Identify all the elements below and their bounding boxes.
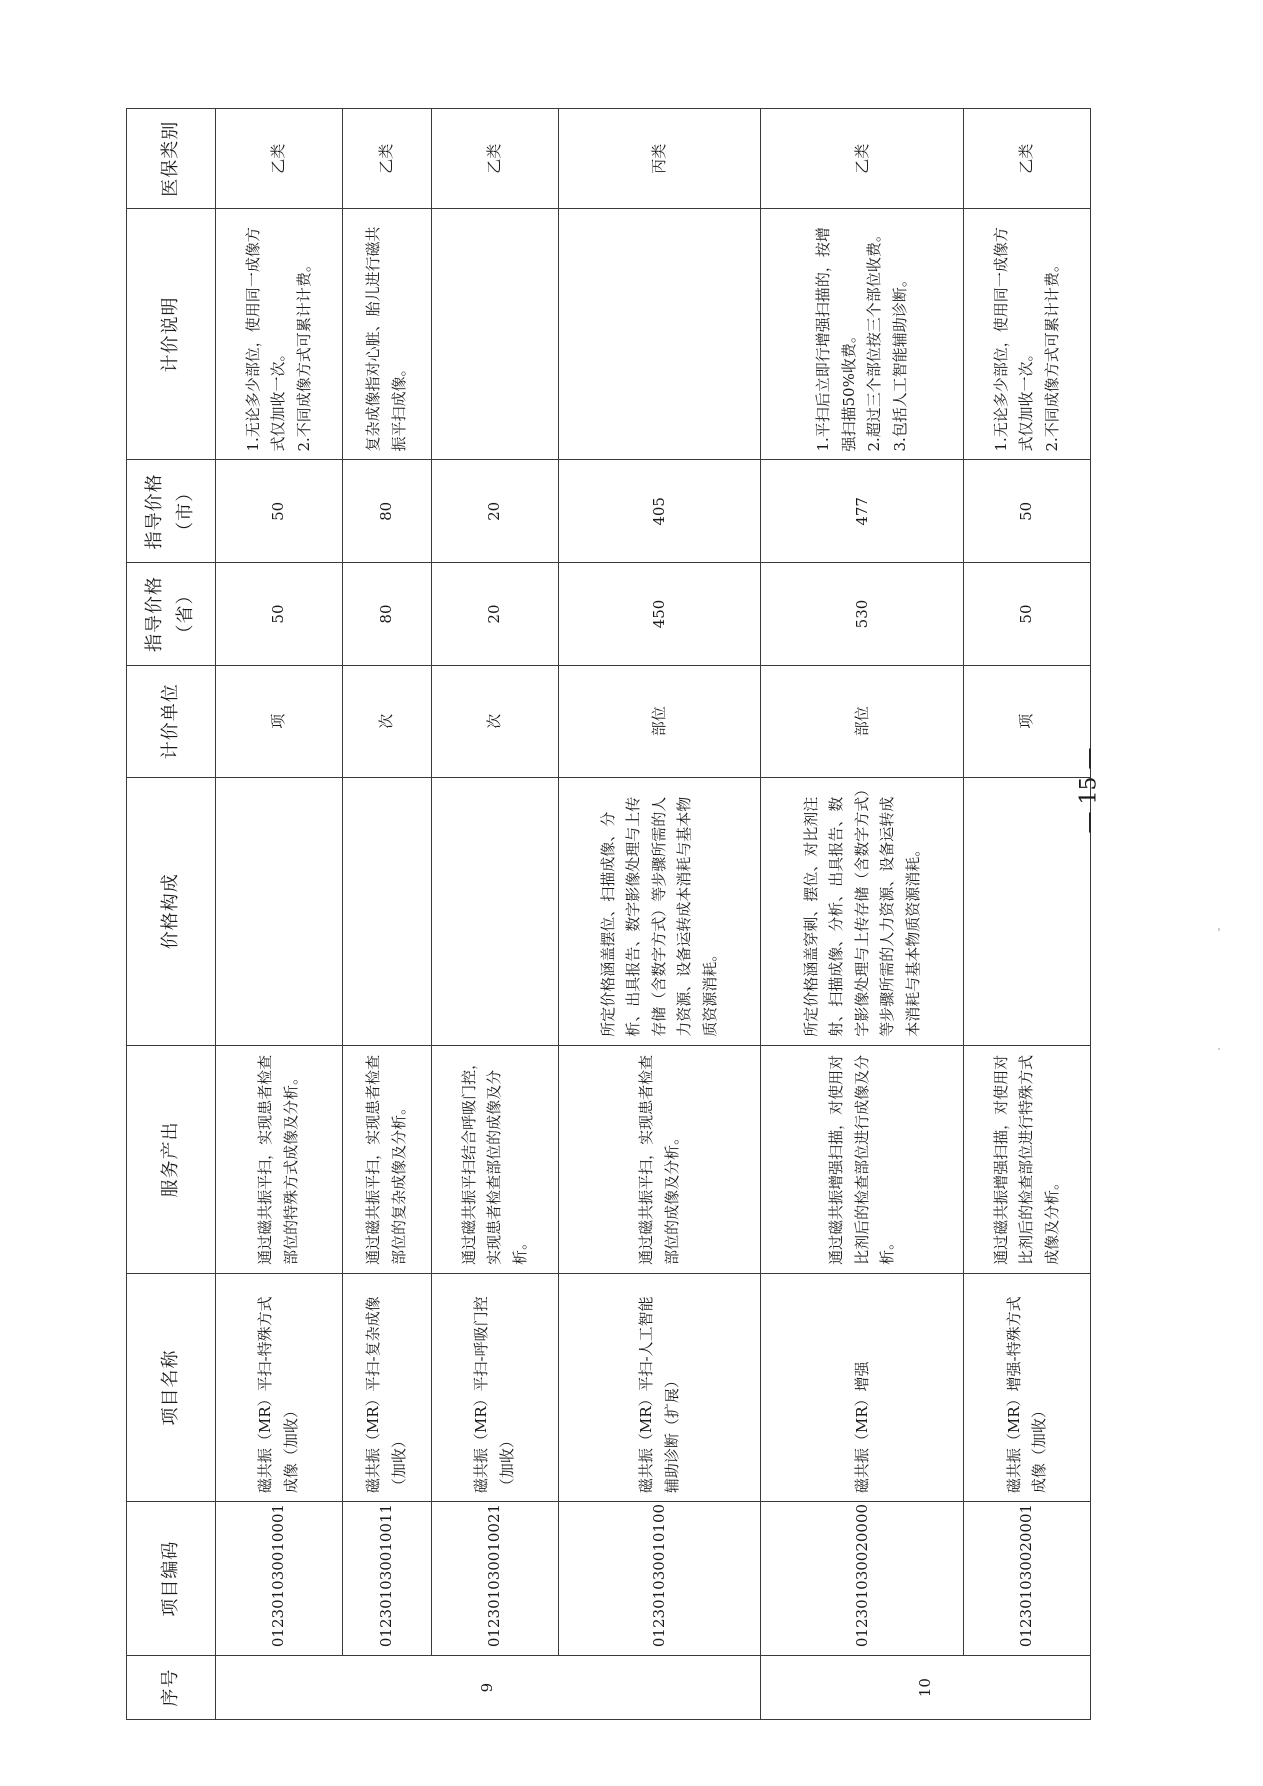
code-cell: 012301030020000 [761, 1502, 964, 1656]
code-cell: 012301030020001 [964, 1502, 1091, 1656]
fee-schedule-table [126, 108, 1091, 1720]
seq-cell: 9 [216, 1656, 761, 1720]
code-cell: 012301030010021 [431, 1502, 558, 1656]
unit-cell: 部位 [558, 665, 761, 777]
price-city-cell: 50 [964, 460, 1091, 563]
note-line: 复杂成像指对心脏、胎儿进行磁共振平扫成像。 [364, 226, 408, 452]
service-cell: 通过磁共振平扫结合呼吸门控，实现患者检查部位的成像及分析。 [431, 1045, 558, 1273]
name-cell: 磁共振（MR）平扫-特殊方式成像（加收） [216, 1273, 343, 1501]
note-cell [964, 209, 1091, 460]
table-row [431, 109, 558, 1720]
price-city-cell: 477 [761, 460, 964, 563]
table-row [558, 109, 761, 1720]
page-number: — 15 — [1076, 747, 1102, 834]
header-price-province: 指导价格（省） [127, 563, 216, 666]
composition-cell [342, 777, 431, 1045]
header-price-city: 指导价格（市） [127, 460, 216, 563]
price-city-cell: 405 [558, 460, 761, 563]
price-province-cell: 530 [761, 563, 964, 666]
unit-cell: 次 [342, 665, 431, 777]
price-province-cell: 50 [964, 563, 1091, 666]
note-line: 2.不同成像方式可累计计费。 [1042, 257, 1061, 452]
note-line: 2.不同成像方式可累计计费。 [294, 257, 313, 452]
name-cell: 磁共振（MR）平扫-人工智能辅助诊断（扩展） [558, 1273, 761, 1501]
insurance-cell: 乙类 [216, 109, 343, 210]
scan-speck [1218, 928, 1220, 931]
table-row [342, 109, 431, 1720]
unit-cell: 次 [431, 665, 558, 777]
insurance-cell: 乙类 [431, 109, 558, 210]
note-cell [761, 209, 964, 460]
note-line: 1.无论多少部位，使用同一成像方式仅加收一次。 [243, 227, 288, 452]
price-province-cell: 80 [342, 563, 431, 666]
code-cell: 012301030010011 [342, 1502, 431, 1656]
table-row [216, 109, 343, 1720]
scan-speck [1218, 1048, 1220, 1050]
composition-cell [216, 777, 343, 1045]
price-city-cell: 20 [431, 460, 558, 563]
insurance-cell: 乙类 [342, 109, 431, 210]
code-cell: 012301030010100 [558, 1502, 761, 1656]
name-cell: 磁共振（MR）平扫-呼吸门控（加收） [431, 1273, 558, 1501]
table-row [964, 109, 1091, 1720]
insurance-cell: 乙类 [761, 109, 964, 210]
header-unit: 计价单位 [127, 665, 216, 777]
table-row [761, 109, 964, 1720]
header-code: 项目编码 [127, 1502, 216, 1656]
code-cell: 012301030010001 [216, 1502, 343, 1656]
note-line: 1.平扫后立即行增强扫描的，按增强扫描50%收费。 [814, 227, 858, 452]
service-cell: 通过磁共振平扫，实现患者检查部位的特殊方式成像及分析。 [216, 1045, 343, 1273]
note-cell [342, 209, 431, 460]
name-cell: 磁共振（MR）增强 [761, 1273, 964, 1501]
price-province-cell: 50 [216, 563, 343, 666]
price-province-cell: 20 [431, 563, 558, 666]
price-city-cell: 50 [216, 460, 343, 563]
service-cell: 通过磁共振平扫，实现患者检查部位的成像及分析。 [558, 1045, 761, 1273]
header-insurance: 医保类别 [127, 109, 216, 210]
header-note: 计价说明 [127, 209, 216, 460]
insurance-cell: 乙类 [964, 109, 1091, 210]
composition-cell [431, 777, 558, 1045]
seq-cell: 10 [761, 1656, 1091, 1720]
header-service: 服务产出 [127, 1045, 216, 1273]
composition-cell [964, 777, 1091, 1045]
note-cell [558, 209, 761, 460]
composition-cell: 所定价格涵盖穿刺、摆位、对比剂注射、扫描成像、分析、出具报告、数字影像处理与上传存储（含数字方式）等步骤所需的人力资源、设备运转成本消耗与基本物质资源消耗。 [761, 777, 964, 1045]
note-cell [216, 209, 343, 460]
unit-cell: 项 [964, 665, 1091, 777]
service-cell: 通过磁共振增强扫描，对使用对比剂后的检查部位进行特殊方式成像及分析。 [964, 1045, 1091, 1273]
note-line: 3.包括人工智能辅助诊断。 [890, 272, 909, 452]
note-line: 1.无论多少部位，使用同一成像方式仅加收一次。 [991, 227, 1036, 452]
price-province-cell: 450 [558, 563, 761, 666]
price-city-cell: 80 [342, 460, 431, 563]
service-cell: 通过磁共振平扫，实现患者检查部位的复杂成像及分析。 [342, 1045, 431, 1273]
rotated-table-stage [126, 108, 1091, 1720]
header-composition: 价格构成 [127, 777, 216, 1045]
note-cell [431, 209, 558, 460]
name-cell: 磁共振（MR）增强-特殊方式成像（加收） [964, 1273, 1091, 1501]
unit-cell: 项 [216, 665, 343, 777]
composition-cell: 所定价格涵盖摆位、扫描成像、分析、出具报告、数字影像处理与上传存储（含数字方式）等步骤所需的人力资源、设备运转成本消耗与基本物质资源消耗。 [558, 777, 761, 1045]
note-line: 2.超过三个部位按三个部位收费。 [865, 227, 884, 452]
name-cell: 磁共振（MR）平扫-复杂成像（加收） [342, 1273, 431, 1501]
header-name: 项目名称 [127, 1273, 216, 1501]
header-seq: 序号 [127, 1656, 216, 1720]
header-row [127, 109, 216, 1720]
insurance-cell: 丙类 [558, 109, 761, 210]
service-cell: 通过磁共振增强扫描，对使用对比剂后的检查部位进行成像及分析。 [761, 1045, 964, 1273]
unit-cell: 部位 [761, 665, 964, 777]
